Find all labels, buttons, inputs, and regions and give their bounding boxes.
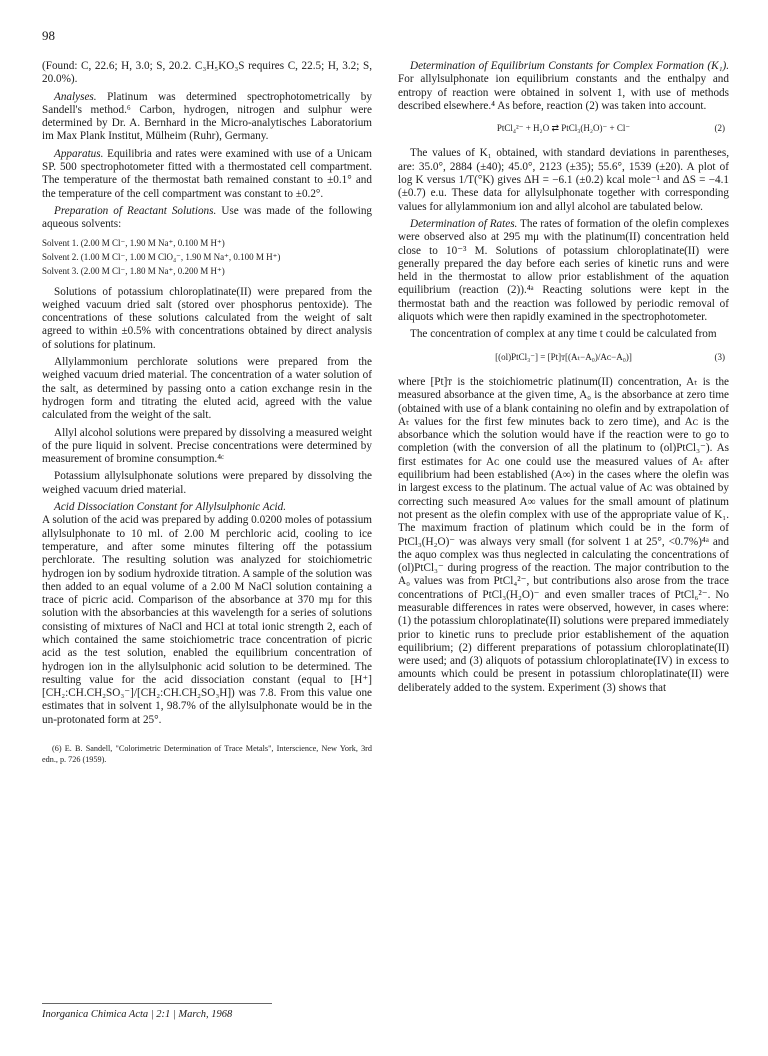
allyl-alcohol-paragraph: Allyl alcohol solutions were prepared by dissolving a measured weight of the pure liquid in solvent. Precise concentrations were determined by measurement of bromine consumption.⁴ᶜ xyxy=(42,426,372,466)
analyses-heading: Analyses. xyxy=(54,90,97,103)
equation-2-formula: PtCl₄²⁻ + H₂O ⇄ PtCl₃(H₂O)⁻ + Cl⁻ xyxy=(496,123,631,134)
prep-text: Use was made of the following aqueous solvents: xyxy=(42,204,373,231)
footnote: (6) E. B. Sandell, "Colorimetric Determination of Trace Metals", Interscience, New York, 3rd edn., p. 726 (1959). xyxy=(42,744,372,765)
right-column xyxy=(398,60,729,699)
solvent-item: Solvent 3. (2.00 M Cl⁻, 1.80 M Na⁺, 0.200 M H⁺) xyxy=(42,265,225,276)
allylammonium-paragraph: Allylammonium perchlorate solutions were prepared from the weighed vacuum dried material. The concentration of a water solution of the salt, as determined by passing onto a cation exchange resin in the hydrogen form and titrating the eluted acid, agreed with the value calculated from the weight of the salt. xyxy=(42,356,372,422)
equilibrium-constants-heading: Determination of Equilibrium Constants for Complex Formation (K₁). xyxy=(410,60,729,72)
page-number: 98 xyxy=(42,28,55,43)
left-column xyxy=(42,60,372,765)
footer-text: Inorganica Chimica Acta | 2:1 | March, 1968 xyxy=(42,1009,233,1020)
analyses-paragraph xyxy=(42,91,372,144)
apparatus-heading: Apparatus. xyxy=(54,147,104,160)
prep-heading: Preparation of Reactant Solutions. xyxy=(54,204,217,217)
solvent-item: Solvent 1. (2.00 M Cl⁻, 1.90 M Na⁺, 0.100 M H⁺) xyxy=(42,237,225,248)
journal-footer xyxy=(42,1009,232,1020)
apparatus-text: Equilibria and rates were examined with use of a Unicam SP. 500 spectrophotometer fitted with a thermostated cell compartment. The temperature of the thermostat bath remained constant to ±0.1° and the temperature of the cell compartment was constant to ±0.2°. xyxy=(42,147,372,200)
equation-3 xyxy=(398,351,729,364)
solvent-item: Solvent 2. (1.00 M Cl⁻, 1.00 M ClO₄⁻, 1.90 M Na⁺, 0.100 M H⁺) xyxy=(42,251,281,262)
concentration-paragraph: The concentration of complex at any time t could be calculated from xyxy=(410,328,717,341)
rates-text: The rates of formation of the olefin complexes were observed also at 295 mμ with the platinum(II) concentration held close to 10⁻³ M. Solutions of potassium chloroplatinate(II) were generally prepared the day before each series of kinetic runs and were held in the thermostat to allow prior establishment of the aquation equilibrium (reaction (2)).⁴ᵃ Reacting solutions were kept in the thermostat bath and the reaction was followed by periodic removal of aliquots which were then rapidly examined in the spectrophotometer. xyxy=(398,217,729,324)
k1-values-paragraph: The values of K₁ obtained, with standard deviations in parentheses, are: 35.0°, 2884 (±40); 45.0°, 2123 (±35); 55.6°, 1539 (±20). A plot of log K versus 1/T(°K) gives ΔH = −6.1 (±0.2) kcal mole⁻¹ and ΔS = −4.1 (±0.7) e.u. These data for allylsulphonate together with corresponding values for allylammonium ion and allyl alcohol are tabulated below. xyxy=(398,147,729,213)
equation-2 xyxy=(398,122,729,135)
equilibrium-constants-paragraph xyxy=(398,60,729,113)
found-analysis: (Found: C, 22.6; H, 3.0; S, 20.2. C₃H₅KO₃S requires C, 22.5; H, 3.2; S, 20.0%). xyxy=(42,60,372,86)
equilibrium-constants-text: For allylsulphonate ion equilibrium constants and the enthalpy and entropy of reaction were obtained in solvent 1, with use of methods described elsewhere.⁴ As before, reaction (2) was taken into account. xyxy=(398,73,729,112)
rates-heading: Determination of Rates. xyxy=(410,217,518,230)
solvent-list xyxy=(42,236,372,278)
acid-heading: Acid Dissociation Constant for Allylsulphonic Acid. xyxy=(54,501,287,514)
rates-paragraph xyxy=(398,218,729,324)
chloroplatinate-paragraph: Solutions of potassium chloroplatinate(II) were prepared from the weighed vacuum dried salt (stored over phosphorus pentoxide). The concentrations of these solutions calculated from the weight of salt agreed to within ±0.5% with concentrations obtained by direct analysis of solutions for platinum. xyxy=(42,285,372,351)
allylsulphonate-paragraph: Potassium allylsulphonate solutions were prepared by dissolving the weighed vacuum dried material. xyxy=(42,470,372,496)
prep-paragraph xyxy=(42,205,372,232)
equation-3-number: (3) xyxy=(714,351,725,362)
acid-dissociation-paragraph xyxy=(42,501,372,727)
footer-rule xyxy=(42,1003,272,1004)
equation-2-number: (2) xyxy=(714,123,725,134)
where-paragraph: where [Pt]ᴛ is the stoichiometric platinum(II) concentration, Aₜ is the measured absorbance at the given time, A₀ is the absorbance at zero time (obtained with use of a blank containing no olefin and by extrapolation of Aₜ values for the first few minutes back to zero time), and Aᴄ is the absorbance which the solution would have if the reaction were to go to completion (with the conversion of all the platinum to (ol)PtCl₃⁻). As first estimates for Aᴄ one could use the measured values of Aₜ after equilibrium had been established (A∞) in the cases where the olefin was in largest excess to the platinum. The actual value of Aᴄ was obtained by correcting such measured A∞ values for the small amount of platinum not present as the olefin complex with use of the appropriate value of K₁. The maximum fraction of platinum which could be in the form of PtCl₃(H₂O)⁻ was always very small (for solvent 1 at 25°, <0.7%)⁴ᵃ and the aquo complex was thus neglected in calculating the concentrations of (ol)PtCl₃⁻ during progress of the reaction. The major contribution to the A₀ values was from PtCl₄²⁻, but contributions also arose from the trace concentrations of PtCl₃(H₂O)⁻ and even smaller traces of PtCl₆²⁻. No measurable differences in rates were observed, however, in cases where: (1) the potassium chloroplatinate(II) solutions were prepared immediately prior to kinetic runs to preclude prior establishement of the aquation equilibrium; (2) different preparations of potassium chloroplatinate(II) were used; and (3) aliquots of potassium chloroplatinate(IV) in excess to amounts which could be present in potassium chloroplatinate(II) were deliberately added to the system. Experiment (3) shows that xyxy=(398,375,729,694)
apparatus-paragraph xyxy=(42,148,372,201)
analyses-text: Platinum was determined spectrophotometrically by Sandell's method.⁶ Carbon, hydrogen, nitrogen and sulphur were determined by Dr. A. Bernhard in the Micro-analytisches Laboratorium im Max Plank Institut, Mülheim (Ruhr), Germany. xyxy=(42,90,372,143)
equation-3-formula: [(ol)PtCl₃⁻] = [Pt]ᴛ[(Aₜ−A₀)/Aᴄ−A₀)] xyxy=(495,351,632,362)
acid-text: A solution of the acid was prepared by adding 0.0200 moles of potassium allylsulphonate to 10 ml. of 2.00 M perchloric acid, cooling to ice temperature, and after some minutes filtering off the potassium perchlorate. The resulting solution was analyzed for stoichiometric hydrogen ion by sodium hydroxide titration. A sample of the solution was then added to an equal volume of a 2.00 M NaCl solution containing a trace of picric acid. Comparison of the absorbance at 370 mμ for this solution with the absorbancies at this wavelength for a series of solutions consisting of mixtures of NaCl and HCl at total ionic strength 2, each of which contained the same stoichiometric trace concentration of picric acid as the test solution, enabled the equilibrium concentration of hydrogen ion in the allylsulphonic acid solution to be determined. The resulting value for the acid dissociation constant (equal to [H⁺][CH₂:CH.CH₂SO₃⁻]/[CH₂:CH.CH₂SO₃H]) was 7.8. From this value one estimates that in solvent 1, 98.7% of the allylsulphonate would be in the un-protonated form at 25°. xyxy=(42,514,372,726)
